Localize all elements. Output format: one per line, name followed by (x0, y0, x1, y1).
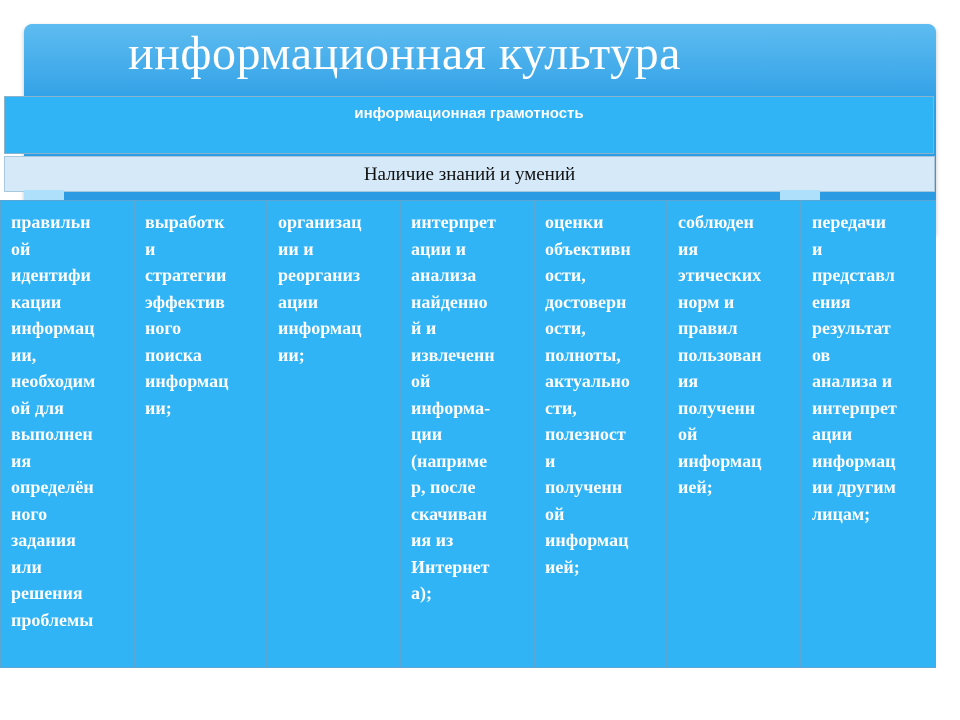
connector-left (24, 190, 64, 200)
column-communication (801, 200, 936, 668)
column-search-strategy (134, 200, 267, 668)
column-ethics (667, 200, 801, 668)
information-literacy-label: информационная грамотность (354, 105, 584, 122)
column-text: соблюден ия этических норм и правил пользован ия полученн ой информац ией; (678, 212, 762, 497)
column-text: оценки объективн ости, достоверн ости, полноты, актуально сти, полезност и полученн ой информац ией; (545, 212, 631, 577)
column-interpretation (400, 200, 534, 668)
skills-columns (0, 200, 936, 668)
column-identification (0, 200, 134, 668)
column-evaluation (534, 200, 667, 668)
column-organization (267, 200, 400, 668)
information-literacy-box (4, 96, 934, 154)
column-text: правильн ой идентифи кации информац ии, необходим ой для выполнен ия определён ного задания или решения проблемы (11, 212, 96, 630)
slide-title: информационная культура (128, 27, 681, 80)
column-text: выработк и стратегии эффектив ного поиска информац ии; (145, 212, 229, 418)
column-text: интерпрет ации и анализа найденно й и извлеченн ой информа- ции (наприме р, после скачиван ия из Интернет а); (411, 212, 496, 603)
knowledge-skills-box (4, 156, 935, 192)
knowledge-skills-label: Наличие знаний и умений (363, 164, 576, 185)
column-text: передачи и представл ения результат ов анализа и интерпрет ации информац ии другим лицам; (812, 212, 897, 524)
connector-right (780, 190, 820, 200)
column-text: организац ии и реорганиз ации информац ии; (278, 212, 362, 365)
